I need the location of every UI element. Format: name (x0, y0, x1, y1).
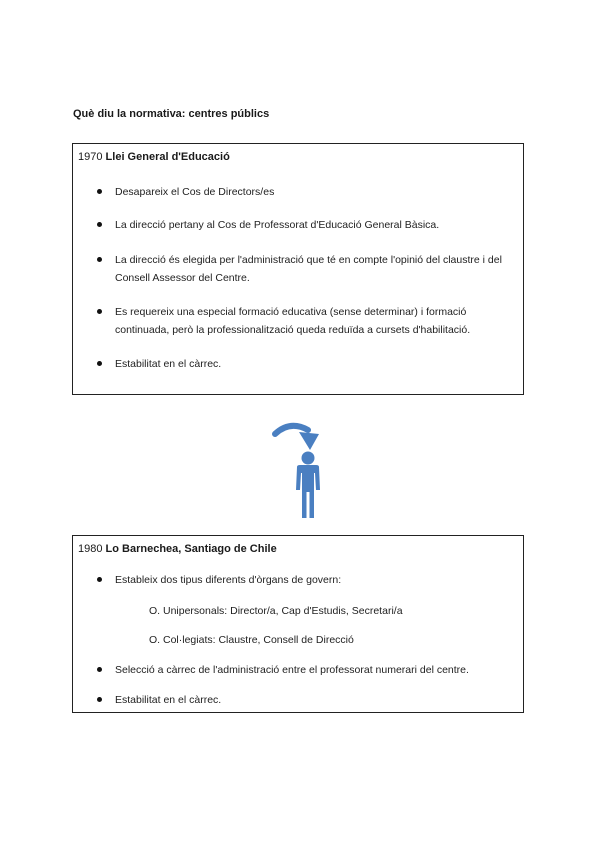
list-item: Desapareix el Cos de Directors/es (97, 183, 515, 201)
bullet-icon (97, 189, 102, 194)
box-1970-title (78, 151, 230, 163)
box-1980 (72, 535, 524, 713)
list-item: La direcció és elegida per l'administració que té en compte l'opinió del claustre i del Consell Assessor del Centre. (97, 251, 515, 287)
list-item: Es requereix una especial formació educativa (sense determinar) i formació continuada, però la professionalització queda reduïda a cursets d'habilitació. (97, 303, 515, 339)
bullet-icon (97, 361, 102, 366)
list-item: La direcció pertany al Cos de Professorat d'Educació General Bàsica. (97, 216, 515, 234)
sub-item-unipersonals: O. Unipersonals: Director/a, Cap d'Estudis, Secretari/a (149, 605, 403, 617)
bullet-icon (97, 309, 102, 314)
bullet-icon (97, 667, 102, 672)
curved-arrow-icon (275, 426, 319, 450)
box-1980-title (78, 543, 277, 555)
box-1970-year: 1970 (78, 151, 103, 163)
box-1980-place-name: Lo Barnechea, Santiago de Chile (105, 543, 277, 555)
box-1970-law-name: Llei General d'Educació (105, 151, 230, 163)
bullet-icon (97, 577, 102, 582)
person-graphic (270, 420, 330, 522)
person-icon (296, 452, 320, 519)
bullet-icon (97, 697, 102, 702)
bullet-icon (97, 222, 102, 227)
section-heading: Què diu la normativa: centres públics (73, 108, 270, 120)
list-item: Selecció a càrrec de l'administració entre el professorat numerari del centre. (97, 661, 515, 679)
list-item: Estabilitat en el càrrec. (97, 355, 515, 373)
box-1970 (72, 143, 524, 395)
list-item: Estabilitat en el càrrec. (97, 691, 515, 709)
bullet-icon (97, 257, 102, 262)
box-1980-year: 1980 (78, 543, 103, 555)
sub-item-collegiats: O. Col·legiats: Claustre, Consell de Direcció (149, 634, 354, 646)
list-item: Estableix dos tipus diferents d'òrgans de govern: (97, 571, 515, 589)
